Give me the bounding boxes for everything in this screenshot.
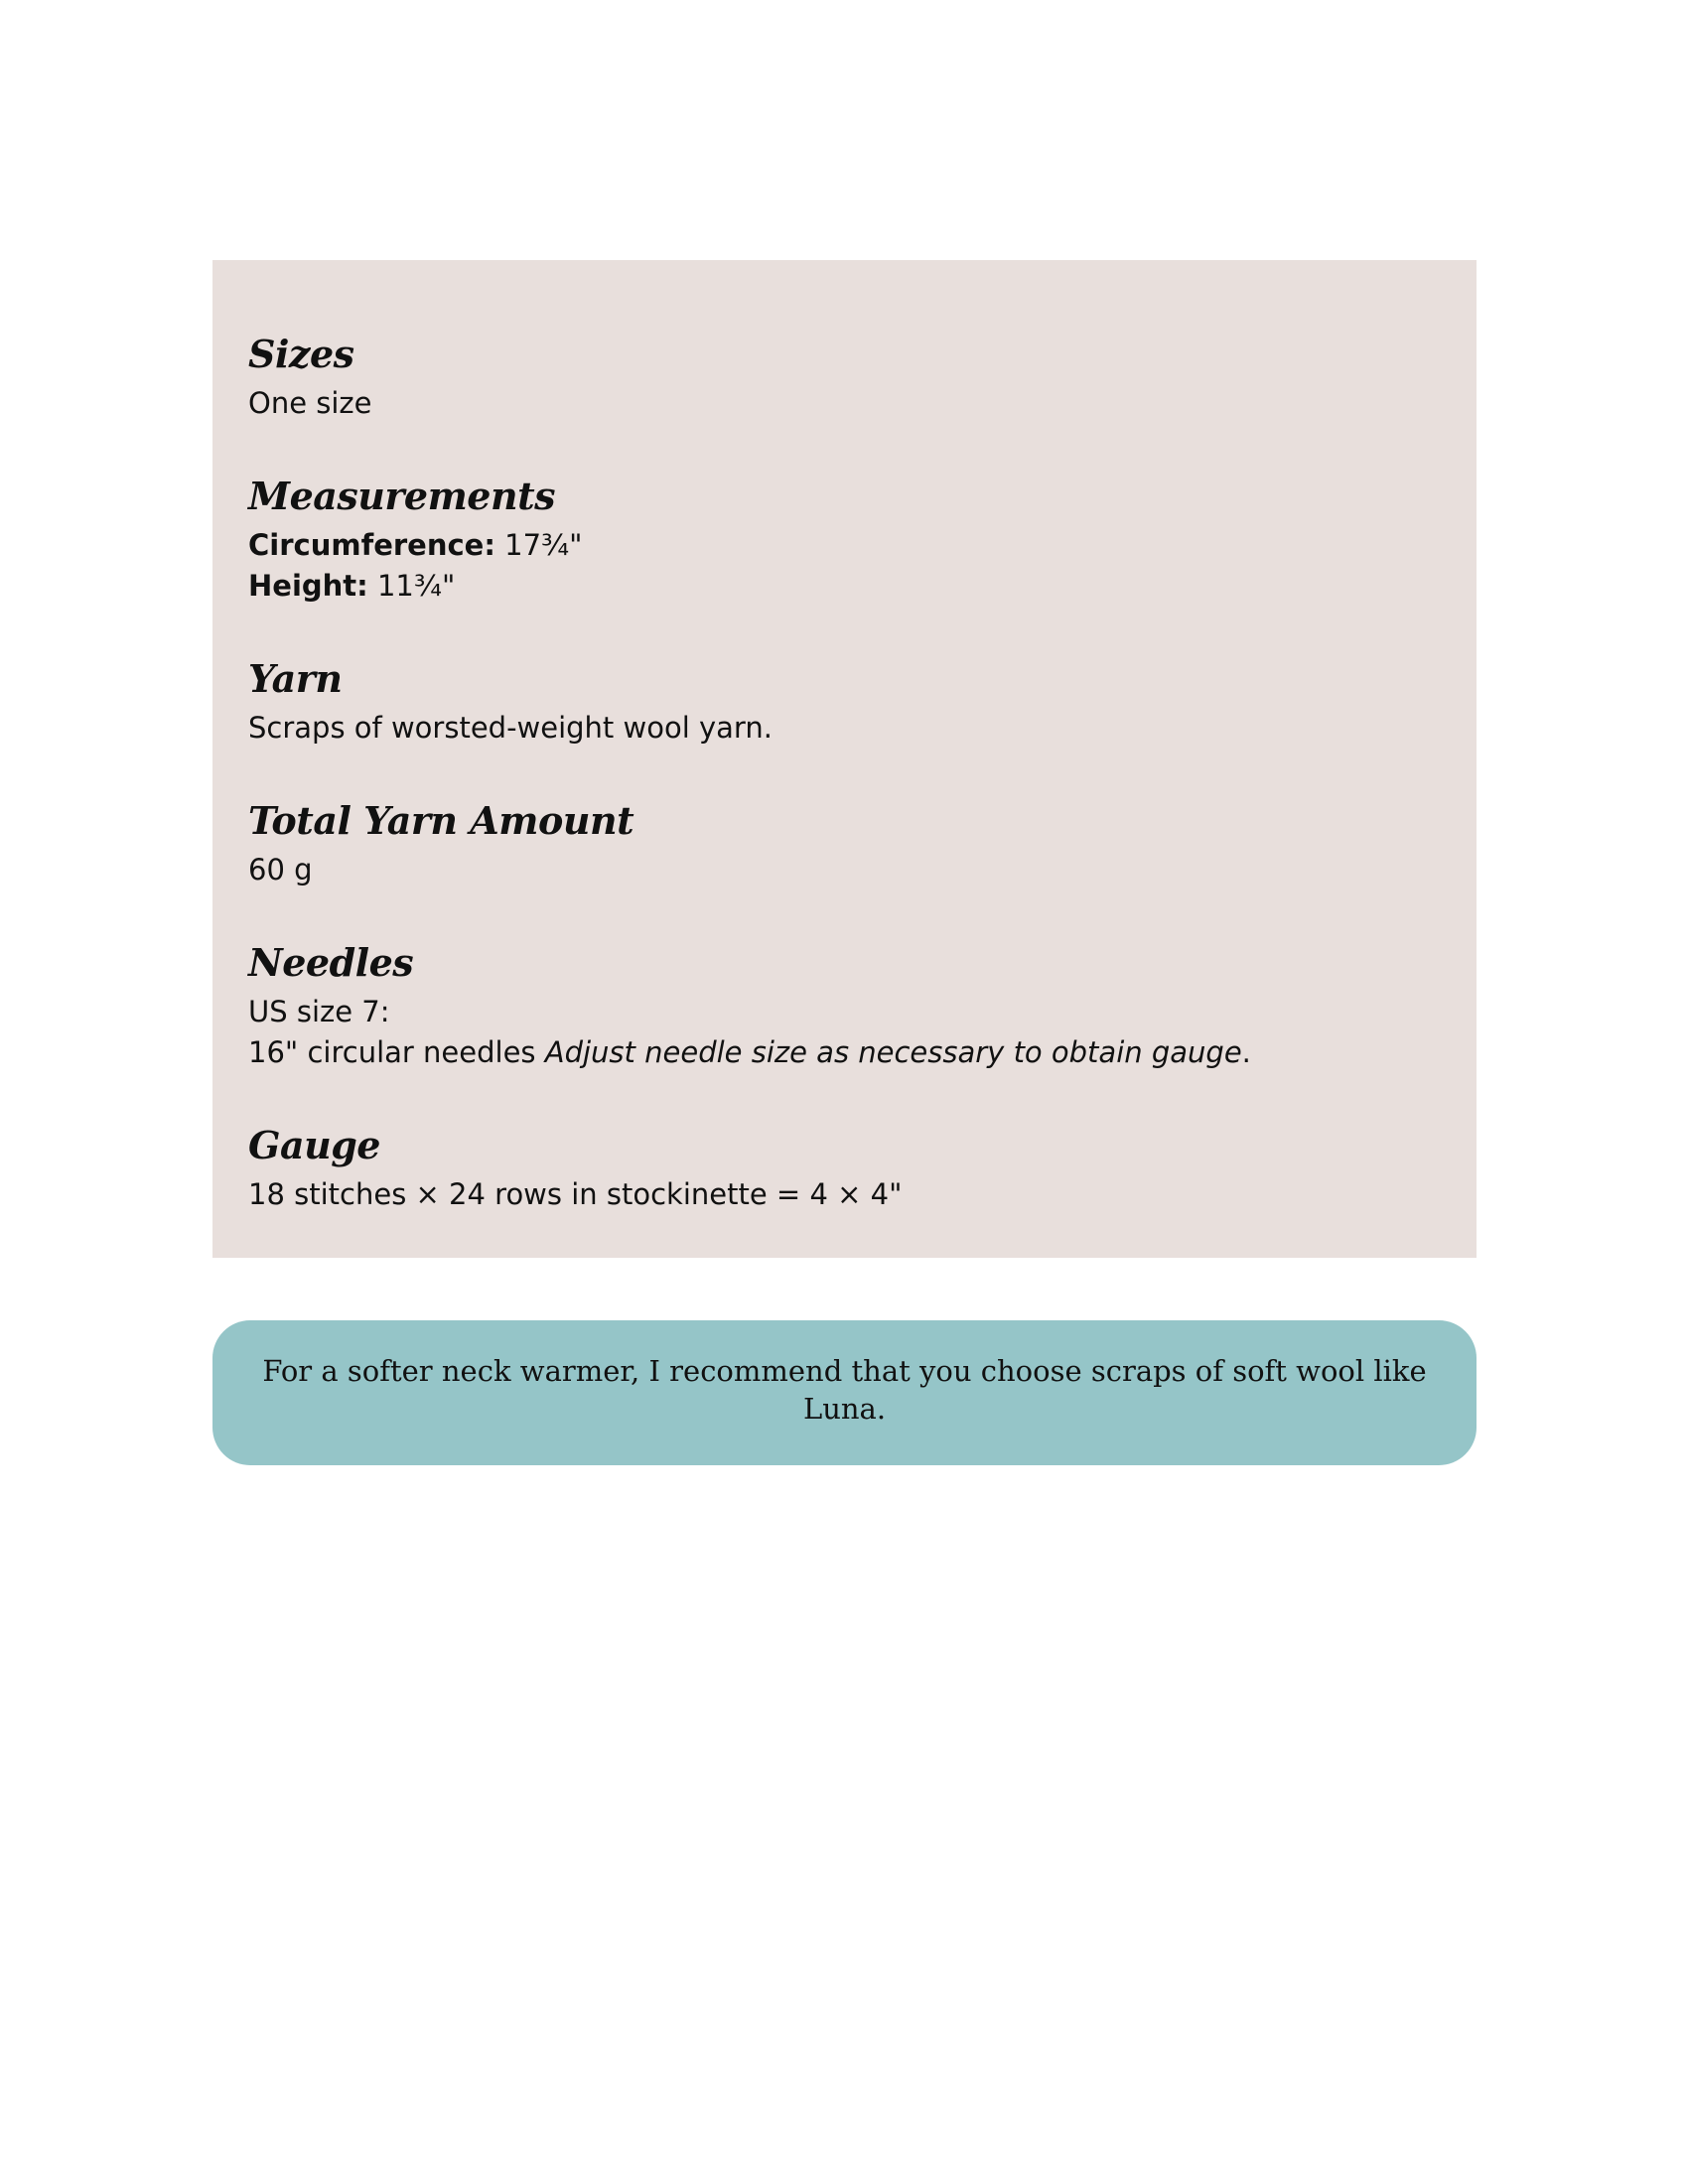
needles-type: 16" circular needles bbox=[248, 1035, 536, 1069]
needles-detail-line bbox=[248, 1032, 1441, 1073]
needles-size-line: US size 7: bbox=[248, 995, 390, 1028]
gauge-value: 18 stitches × 24 rows in stockinette = 4 × 4" bbox=[248, 1177, 903, 1211]
tip-text: For a softer neck warmer, I recommend that you choose scraps of soft wool like Luna. bbox=[262, 1354, 1427, 1426]
circumference-line bbox=[248, 525, 1441, 566]
needles-section bbox=[248, 940, 1441, 1073]
gauge-heading: Gauge bbox=[248, 1123, 380, 1167]
sizes-section bbox=[248, 332, 1441, 424]
gauge-section bbox=[248, 1123, 1441, 1215]
total-yarn-amount-heading: Total Yarn Amount bbox=[248, 798, 634, 843]
needles-line-end: . bbox=[1241, 1035, 1251, 1069]
height-value: 11¾" bbox=[376, 569, 456, 603]
pattern-details-box bbox=[212, 260, 1477, 1258]
height-label: Height: bbox=[248, 569, 368, 603]
total-yarn-amount-value: 60 g bbox=[248, 853, 313, 887]
measurements-heading: Measurements bbox=[248, 474, 556, 518]
needles-heading: Needles bbox=[248, 940, 414, 985]
height-line bbox=[248, 566, 1441, 607]
circumference-label: Circumference: bbox=[248, 528, 495, 562]
yarn-heading: Yarn bbox=[248, 656, 343, 701]
tip-callout bbox=[212, 1320, 1477, 1465]
needles-gauge-note: Adjust needle size as necessary to obtain gauge bbox=[544, 1035, 1242, 1069]
yarn-value: Scraps of worsted-weight wool yarn. bbox=[248, 711, 773, 745]
measurements-section bbox=[248, 474, 1441, 607]
sizes-value: One size bbox=[248, 386, 372, 420]
total-yarn-amount-section bbox=[248, 798, 1441, 890]
sizes-heading: Sizes bbox=[248, 332, 354, 376]
yarn-section bbox=[248, 656, 1441, 749]
circumference-value: 17¾" bbox=[504, 528, 583, 562]
